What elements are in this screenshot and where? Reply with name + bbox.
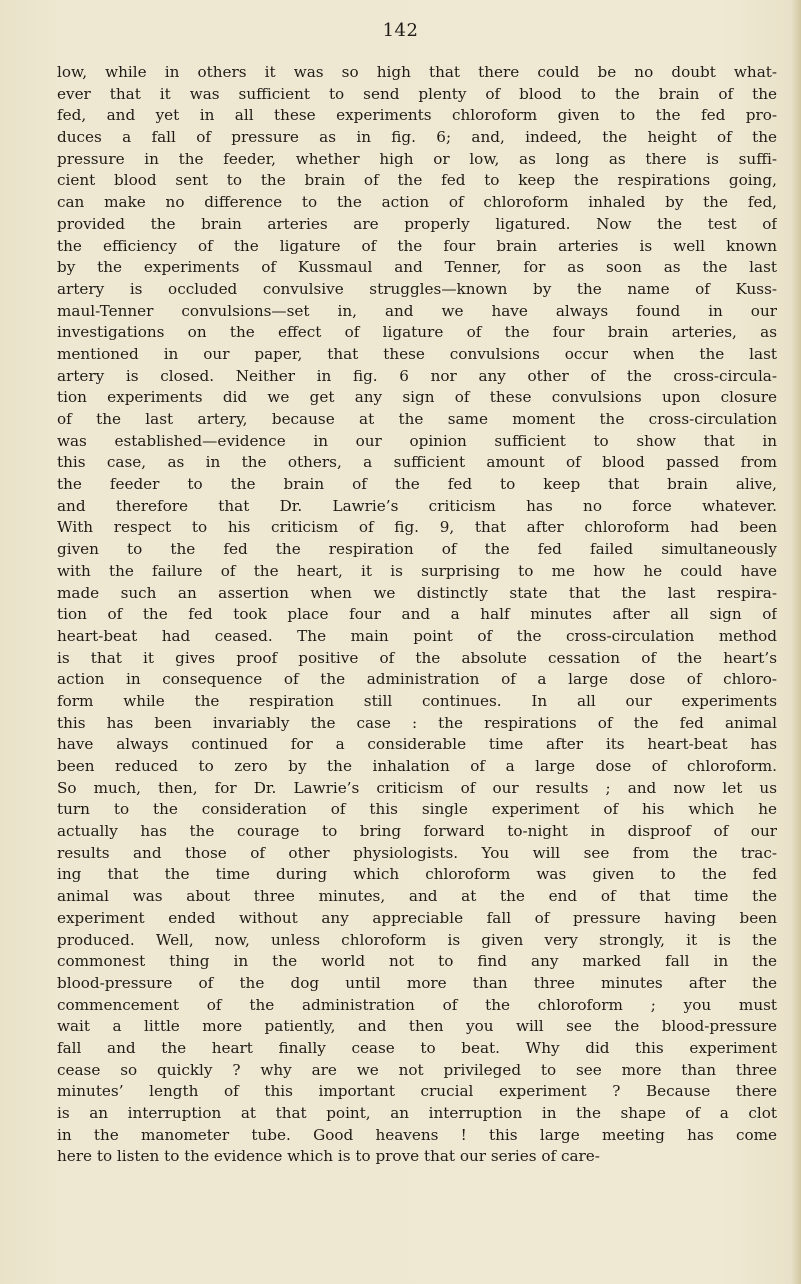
text-line: is that it gives proof positive of the absolute cessation of the heart’s [57,648,777,667]
text-line: with the failure of the heart, it is surprising to me how he could have [57,561,777,580]
text-line: fall and the heart finally cease to beat. Why did this experiment [57,1038,777,1057]
text-line: ing that the time during which chloroform was given to the fed [57,865,777,884]
text-line: made such an assertion when we distinctly state that the last respira- [57,583,777,602]
text-line: maul-Tenner convulsions—set in, and we have always found in our [57,301,777,320]
text-line: provided the brain arteries are properly ligatured. Now the test of [57,214,777,233]
text-line: the efficiency of the ligature of the four brain arteries is well known [57,236,777,255]
text-line: wait a little more patiently, and then you will see the blood-pressure [57,1017,777,1036]
text-line: heart-beat had ceased. The main point of the cross-circulation method [57,626,777,645]
text-line: action in consequence of the administration of a large dose of chloro- [57,670,777,689]
text-line: cease so quickly ? why are we not privileged to see more than three [57,1060,777,1079]
body-text [57,62,777,1168]
text-line: commonest thing in the world not to find any marked fall in the [57,952,777,971]
text-line: animal was about three minutes, and at the end of that time the [57,887,777,906]
text-line: produced. Well, now, unless chloroform is given very strongly, it is the [57,930,777,949]
text-line: can make no difference to the action of chloroform inhaled by the fed, [57,193,777,212]
text-line: low, while in others it was so high that there could be no doubt what- [57,63,777,81]
text-line: So much, then, for Dr. Lawrie’s criticism of our results ; and now let us [57,778,777,797]
text-line: tion experiments did we get any sign of these convulsions upon closure [57,388,777,407]
text-line: of the last artery, because at the same moment the cross-circulation [57,410,777,428]
text-line: turn to the consideration of this single experiment of his which he [57,800,777,819]
text-line: this case, as in the others, a sufficient amount of blood passed from [57,453,777,472]
text-line: was established—evidence in our opinion sufficient to show that in [57,431,777,450]
text-line: ever that it was sufficient to send plenty of blood to the brain of the [57,84,777,103]
text-line: minutes’ length of this important crucial experiment ? Because there [57,1082,777,1101]
text-line: results and those of other physiologists. You will see from the trac- [57,843,777,862]
text-line: fed, and yet in all these experiments chloroform given to the fed pro- [57,106,777,125]
text-line: mentioned in our paper, that these convulsions occur when the last [57,344,777,363]
text-line: experiment ended without any appreciable fall of pressure having been [57,908,777,927]
page-number: 142 [382,20,419,41]
text-line: have always continued for a considerable time after its heart-beat has [57,735,777,754]
text-line: cient blood sent to the brain of the fed to keep the respirations going, [57,171,777,190]
page-edge-shadow [791,0,801,1284]
text-line: form while the respiration still continues. In all our experiments [57,691,777,710]
text-line: pressure in the feeder, whether high or low, as long as there is suffi- [57,149,777,168]
text-line: commencement of the administration of the chloroform ; you must [57,995,777,1014]
text-line: the feeder to the brain of the fed to keep that brain alive, [57,475,777,494]
text-line: artery is occluded convulsive struggles—known by the name of Kuss- [57,279,777,298]
text-line: by the experiments of Kussmaul and Tenner, for as soon as the last [57,258,777,277]
text-line: duces a fall of pressure as in fig. 6; and, indeed, the height of the [57,128,777,147]
text-line: tion of the fed took place four and a half minutes after all sign of [57,605,777,624]
text-line: in the manometer tube. Good heavens ! this large meeting has come [57,1125,777,1144]
text-line: investigations on the effect of ligature of the four brain arteries, as [57,323,777,342]
text-line: given to the fed the respiration of the fed failed simultaneously [57,540,777,559]
text-line: been reduced to zero by the inhalation of a large dose of chloroform. [57,757,777,775]
text-line: artery is closed. Neither in fig. 6 nor any other of the cross-circula- [57,366,777,385]
text-line: this has been invariably the case : the respirations of the fed animal [57,713,777,732]
text-line: blood-pressure of the dog until more than three minutes after the [57,973,777,992]
text-line: With respect to his criticism of fig. 9, that after chloroform had been [57,518,777,537]
text-line: and therefore that Dr. Lawrie’s criticism has no force whatever. [57,496,777,515]
text-line: here to listen to the evidence which is to prove that our series of care- [57,1147,600,1166]
text-line: actually has the courage to bring forward to-night in disproof of our [57,822,777,841]
text-line: is an interruption at that point, an interruption in the shape of a clot [57,1104,777,1122]
